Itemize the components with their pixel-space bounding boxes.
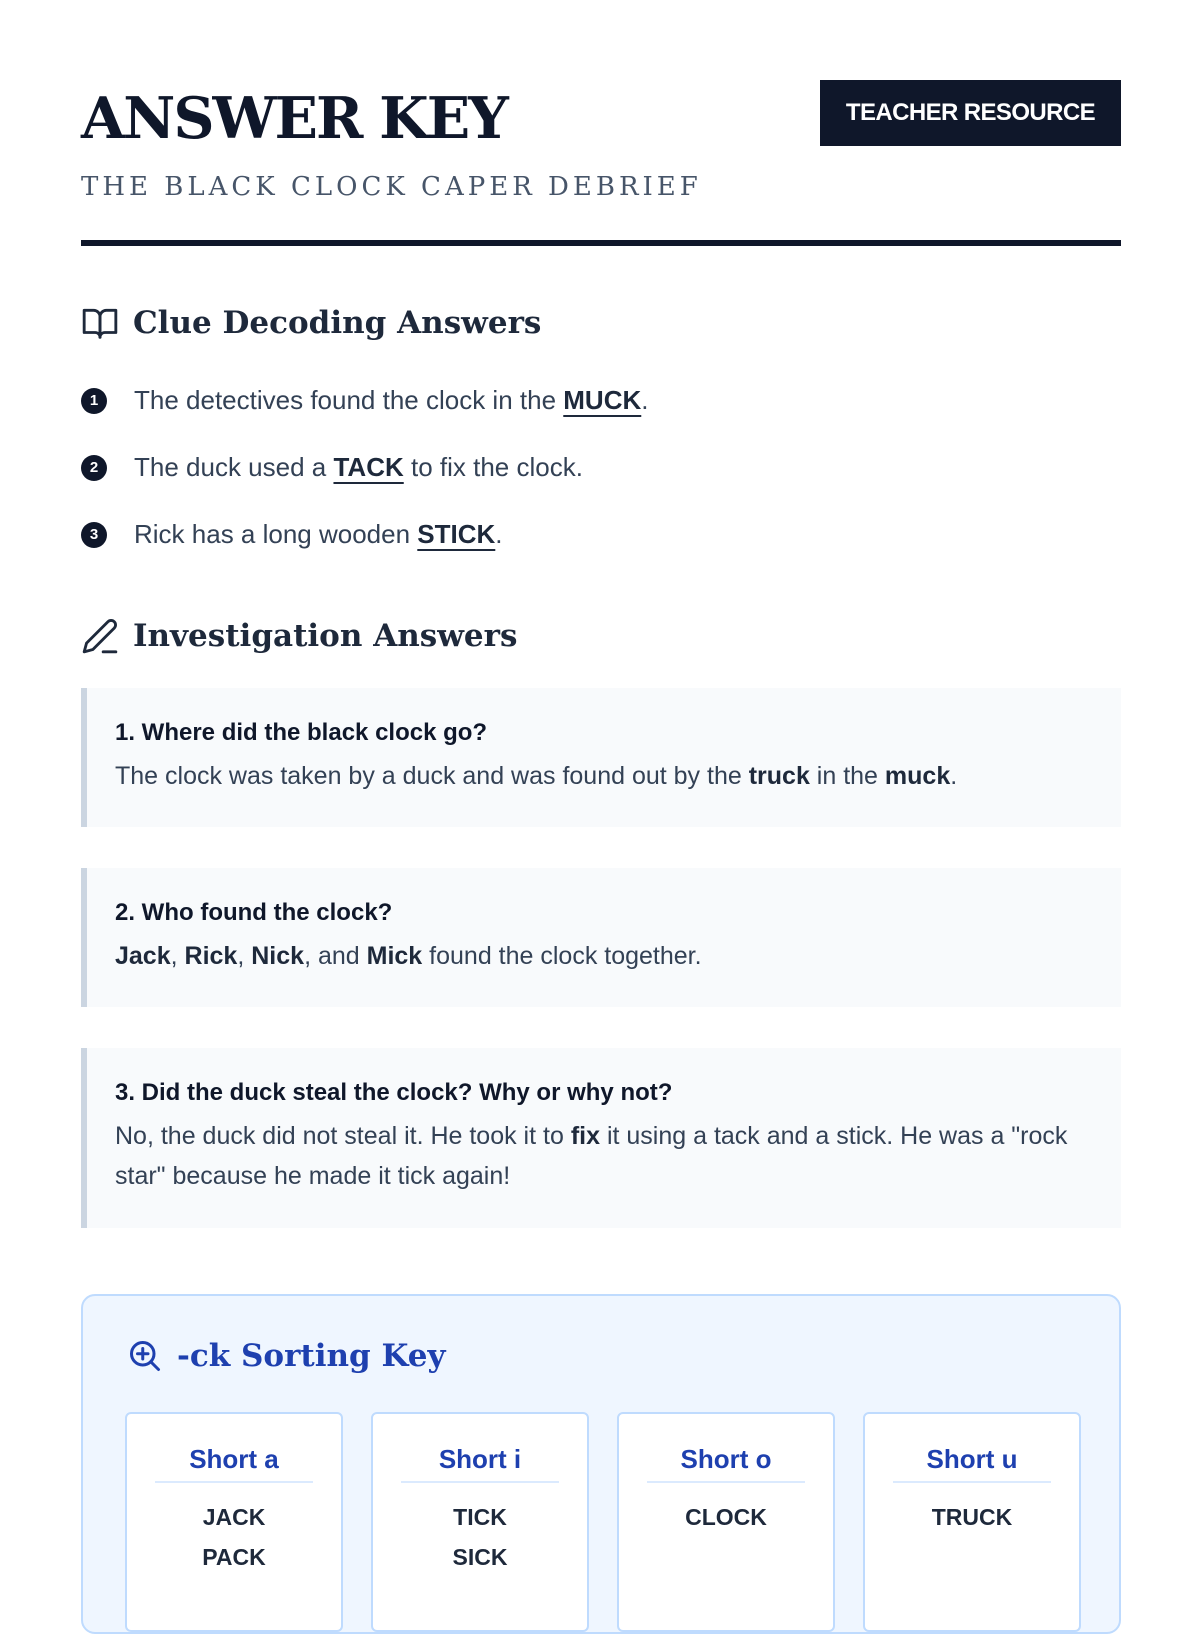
page-title: ANSWER KEY bbox=[81, 85, 507, 152]
sorting-key-panel bbox=[81, 1294, 1121, 1634]
investigation-section-label: Investigation Answers bbox=[133, 618, 518, 654]
clue-item bbox=[81, 367, 1121, 434]
sorting-key-label: -ck Sorting Key bbox=[177, 1338, 446, 1374]
column-heading: Short i bbox=[401, 1444, 559, 1483]
page-subtitle: THE BLACK CLOCK CAPER DEBRIEF bbox=[81, 172, 702, 202]
clue-list bbox=[81, 367, 1121, 568]
clue-answer: STICK bbox=[417, 519, 496, 549]
clue-item bbox=[81, 434, 1121, 501]
clue-answer: TACK bbox=[333, 452, 404, 482]
sorted-word: TICK bbox=[453, 1504, 507, 1530]
sort-column-short-a bbox=[125, 1412, 343, 1632]
answer-text: Jack, Rick, Nick, and Mick found the clock together. bbox=[115, 942, 702, 970]
clue-section-label: Clue Decoding Answers bbox=[133, 305, 542, 341]
question-text: 1. Where did the black clock go? bbox=[115, 719, 488, 746]
column-heading: Short a bbox=[155, 1444, 313, 1483]
sorting-key-title bbox=[127, 1338, 446, 1374]
header bbox=[81, 80, 1121, 204]
sorting-columns bbox=[125, 1412, 1081, 1632]
question-text: 2. Who found the clock? bbox=[115, 899, 393, 926]
book-icon bbox=[81, 304, 119, 342]
clue-item bbox=[81, 501, 1121, 568]
clue-text: The duck used a TACK to fix the clock. bbox=[134, 452, 583, 482]
answer-card-2 bbox=[81, 868, 1121, 1007]
clue-text: Rick has a long wooden STICK. bbox=[134, 519, 503, 549]
sorted-word: PACK bbox=[202, 1544, 266, 1570]
investigation-section-title bbox=[81, 617, 517, 655]
column-heading: Short u bbox=[893, 1444, 1051, 1483]
pencil-icon bbox=[81, 617, 119, 655]
sort-column-short-o bbox=[617, 1412, 835, 1632]
teacher-resource-badge: TEACHER RESOURCE bbox=[820, 80, 1121, 146]
sorted-word: SICK bbox=[452, 1544, 508, 1570]
sorted-word: JACK bbox=[202, 1504, 266, 1530]
sorted-word: CLOCK bbox=[685, 1504, 767, 1530]
clue-text: The detectives found the clock in the MUCK. bbox=[134, 385, 649, 415]
clue-number: 2 bbox=[81, 455, 107, 481]
answer-card-3 bbox=[81, 1048, 1121, 1228]
answer-text: The clock was taken by a duck and was found out by the truck in the muck. bbox=[115, 762, 958, 790]
sorted-word: TRUCK bbox=[931, 1504, 1013, 1530]
sort-column-short-u bbox=[863, 1412, 1081, 1632]
question-text: 3. Did the duck steal the clock? Why or why not? bbox=[115, 1079, 673, 1106]
clue-number: 3 bbox=[81, 522, 107, 548]
clue-number: 1 bbox=[81, 388, 107, 414]
answer-text: No, the duck did not steal it. He took it to fix it using a tack and a stick. He was a "rock star" because he made it tick again! bbox=[115, 1122, 1068, 1190]
zoom-in-icon bbox=[127, 1338, 163, 1374]
column-heading: Short o bbox=[647, 1444, 805, 1483]
answer-card-1 bbox=[81, 688, 1121, 827]
clue-answer: MUCK bbox=[563, 385, 642, 415]
sort-column-short-i bbox=[371, 1412, 589, 1632]
header-divider bbox=[81, 240, 1121, 246]
clue-section-title bbox=[81, 304, 541, 342]
